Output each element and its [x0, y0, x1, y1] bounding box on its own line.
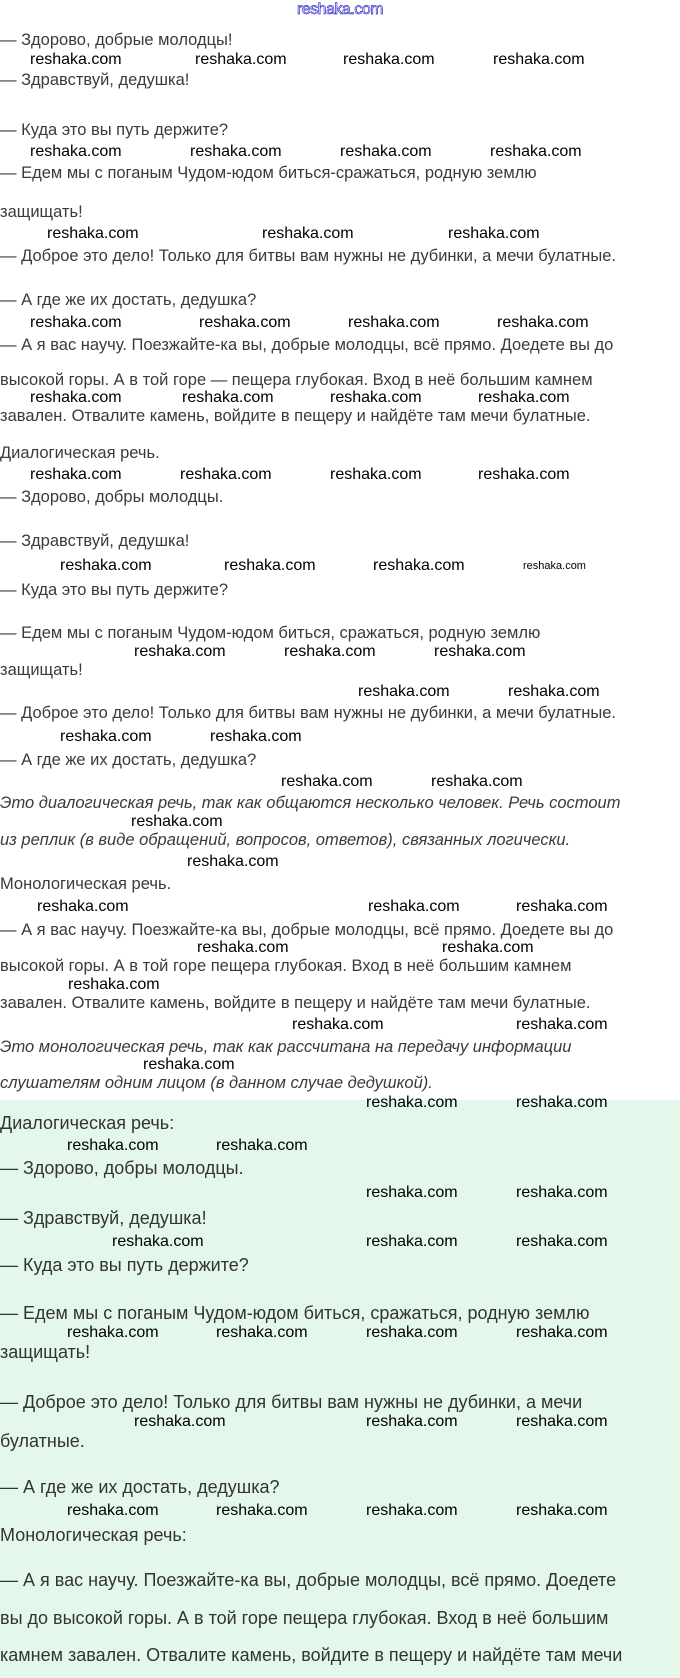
watermark: reshaka.com	[366, 1323, 458, 1341]
text-line: завален. Отвалите камень, войдите в пещеру и найдёте там мечи булатные.	[0, 407, 591, 425]
watermark: reshaka.com	[224, 556, 316, 574]
watermark: reshaka.com	[516, 1184, 608, 1201]
watermark: reshaka.com	[210, 727, 302, 745]
header-watermark: reshaka.com	[296, 1, 384, 18]
watermark: reshaka.com	[516, 1232, 608, 1250]
watermark: reshaka.com	[366, 1412, 458, 1430]
text-line: — Едем мы с поганым Чудом-юдом биться-сражаться, родную землю	[0, 164, 537, 182]
watermark: reshaka.com	[284, 642, 376, 660]
watermark: reshaka.com	[112, 1232, 204, 1250]
text-line: высокой горы. А в той горе — пещера глубокая. Вход в неё большим камнем	[0, 371, 593, 389]
watermark: reshaka.com	[30, 142, 122, 160]
answer-line: Диалогическая речь:	[0, 1113, 175, 1133]
text-line: завален. Отвалите камень, войдите в пещеру и найдёте там мечи булатные.	[0, 994, 591, 1012]
watermark: reshaka.com	[134, 642, 226, 660]
text-line: — А я вас научу. Поезжайте-ка вы, добрые молодцы, всё прямо. Доедете вы до	[0, 921, 614, 939]
watermark: reshaka.com	[60, 727, 152, 745]
watermark: reshaka.com	[442, 939, 534, 956]
watermark: reshaka.com	[343, 51, 435, 68]
answer-line: защищать!	[0, 1342, 91, 1362]
watermark: reshaka.com	[516, 1412, 608, 1430]
text-line: Монологическая речь.	[0, 875, 172, 893]
watermark: reshaka.com	[216, 1502, 308, 1519]
text-line: защищать!	[0, 203, 83, 221]
watermark: reshaka.com	[493, 51, 585, 68]
answer-line: — Здорово, добры молодцы.	[0, 1158, 244, 1178]
text-line: — Доброе это дело! Только для битвы вам нужны не дубинки, а мечи булатные.	[0, 247, 616, 265]
watermark: reshaka.com	[497, 313, 589, 331]
watermark: reshaka.com	[478, 466, 570, 483]
answer-line: камнем завален. Отвалите камень, войдите в пещеру и найдёте там мечи	[0, 1645, 623, 1665]
watermark: reshaka.com	[67, 1136, 159, 1154]
text-line: — Здорово, добры молодцы.	[0, 488, 224, 506]
text-line: — Куда это вы путь держите?	[0, 581, 229, 599]
watermark: reshaka.com	[30, 313, 122, 331]
text-line: Диалогическая речь.	[0, 444, 160, 462]
answer-line: — Доброе это дело! Только для битвы вам нужны не дубинки, а мечи	[0, 1392, 583, 1412]
watermark: reshaka.com	[281, 772, 373, 790]
watermark: reshaka.com	[216, 1136, 308, 1154]
text-line: — А где же их достать, дедушка?	[0, 751, 257, 769]
watermark: reshaka.com	[516, 1094, 608, 1111]
watermark: reshaka.com	[490, 142, 582, 160]
text-line: — Куда это вы путь держите?	[0, 121, 229, 139]
watermark: reshaka.com	[366, 1184, 458, 1201]
text-line: защищать!	[0, 661, 83, 679]
watermark: reshaka.com	[348, 313, 440, 331]
watermark: reshaka.com	[516, 1016, 608, 1033]
answer-line: — А я вас научу. Поезжайте-ка вы, добрые молодцы, всё прямо. Доедете	[0, 1570, 617, 1590]
explanation-line: Это диалогическая речь, так как общаются несколько человек. Речь состоит	[0, 794, 621, 812]
watermark: reshaka.com	[262, 225, 354, 242]
watermark: reshaka.com	[30, 389, 122, 406]
text-line: — Едем мы с поганым Чудом-юдом биться, сражаться, родную землю	[0, 624, 541, 642]
watermark: reshaka.com	[195, 51, 287, 68]
text-line: — Здравствуй, дедушка!	[0, 71, 190, 89]
watermark: reshaka.com	[187, 853, 279, 870]
watermark: reshaka.com	[368, 898, 460, 915]
explanation-line: Это монологическая речь, так как рассчитана на передачу информации	[0, 1038, 572, 1056]
answer-line: Монологическая речь:	[0, 1525, 187, 1545]
watermark: reshaka.com	[143, 1056, 235, 1073]
text-line: — А где же их достать, дедушка?	[0, 291, 257, 309]
watermark: reshaka.com	[366, 1094, 458, 1111]
watermark: reshaka.com	[431, 772, 523, 790]
watermark: reshaka.com	[216, 1323, 308, 1341]
watermark: reshaka.com	[47, 225, 139, 242]
watermark: reshaka.com	[508, 682, 600, 700]
watermark: reshaka.com	[30, 466, 122, 483]
watermark: reshaka.com	[478, 389, 570, 406]
watermark: reshaka.com	[516, 1502, 608, 1519]
watermark: reshaka.com	[330, 389, 422, 406]
watermark: reshaka.com	[190, 142, 282, 160]
watermark: reshaka.com	[523, 559, 586, 572]
watermark: reshaka.com	[37, 898, 129, 915]
watermark: reshaka.com	[448, 225, 540, 242]
watermark: reshaka.com	[340, 142, 432, 160]
watermark: reshaka.com	[516, 1323, 608, 1341]
watermark: reshaka.com	[199, 313, 291, 331]
explanation-line: из реплик (в виде обращений, вопросов, ответов), связанных логически.	[0, 831, 571, 849]
watermark: reshaka.com	[434, 642, 526, 660]
explanation-line: слушателям одним лицом (в данном случае дедушкой).	[0, 1074, 433, 1092]
text-line: — Здорово, добрые молодцы!	[0, 31, 233, 49]
answer-line: — Едем мы с поганым Чудом-юдом биться, сражаться, родную землю	[0, 1303, 590, 1323]
text-line: — А я вас научу. Поезжайте-ка вы, добрые молодцы, всё прямо. Доедете вы до	[0, 336, 614, 354]
answer-line: булатные.	[0, 1431, 85, 1451]
watermark: reshaka.com	[180, 466, 272, 483]
watermark: reshaka.com	[373, 556, 465, 574]
watermark: reshaka.com	[330, 466, 422, 483]
answer-line: — Куда это вы путь держите?	[0, 1255, 249, 1275]
text-line: высокой горы. А в той горе пещера глубокая. Вход в неё большим камнем	[0, 957, 572, 975]
watermark: reshaka.com	[366, 1502, 458, 1519]
watermark: reshaka.com	[131, 812, 223, 830]
watermark: reshaka.com	[67, 1502, 159, 1519]
watermark: reshaka.com	[182, 389, 274, 406]
watermark: reshaka.com	[68, 975, 160, 993]
watermark: reshaka.com	[516, 898, 608, 915]
watermark: reshaka.com	[358, 682, 450, 700]
answer-line: — Здравствуй, дедушка!	[0, 1208, 207, 1228]
watermark: reshaka.com	[197, 939, 289, 956]
text-line: — Здравствуй, дедушка!	[0, 532, 190, 550]
watermark: reshaka.com	[67, 1323, 159, 1341]
watermark: reshaka.com	[30, 51, 122, 68]
answer-line: вы до высокой горы. А в той горе пещера глубокая. Вход в неё большим	[0, 1608, 609, 1628]
text-line: — Доброе это дело! Только для битвы вам нужны не дубинки, а мечи булатные.	[0, 704, 616, 722]
watermark: reshaka.com	[60, 556, 152, 574]
answer-line: — А где же их достать, дедушка?	[0, 1477, 280, 1497]
watermark: reshaka.com	[366, 1232, 458, 1250]
watermark: reshaka.com	[134, 1412, 226, 1430]
watermark: reshaka.com	[292, 1016, 384, 1033]
